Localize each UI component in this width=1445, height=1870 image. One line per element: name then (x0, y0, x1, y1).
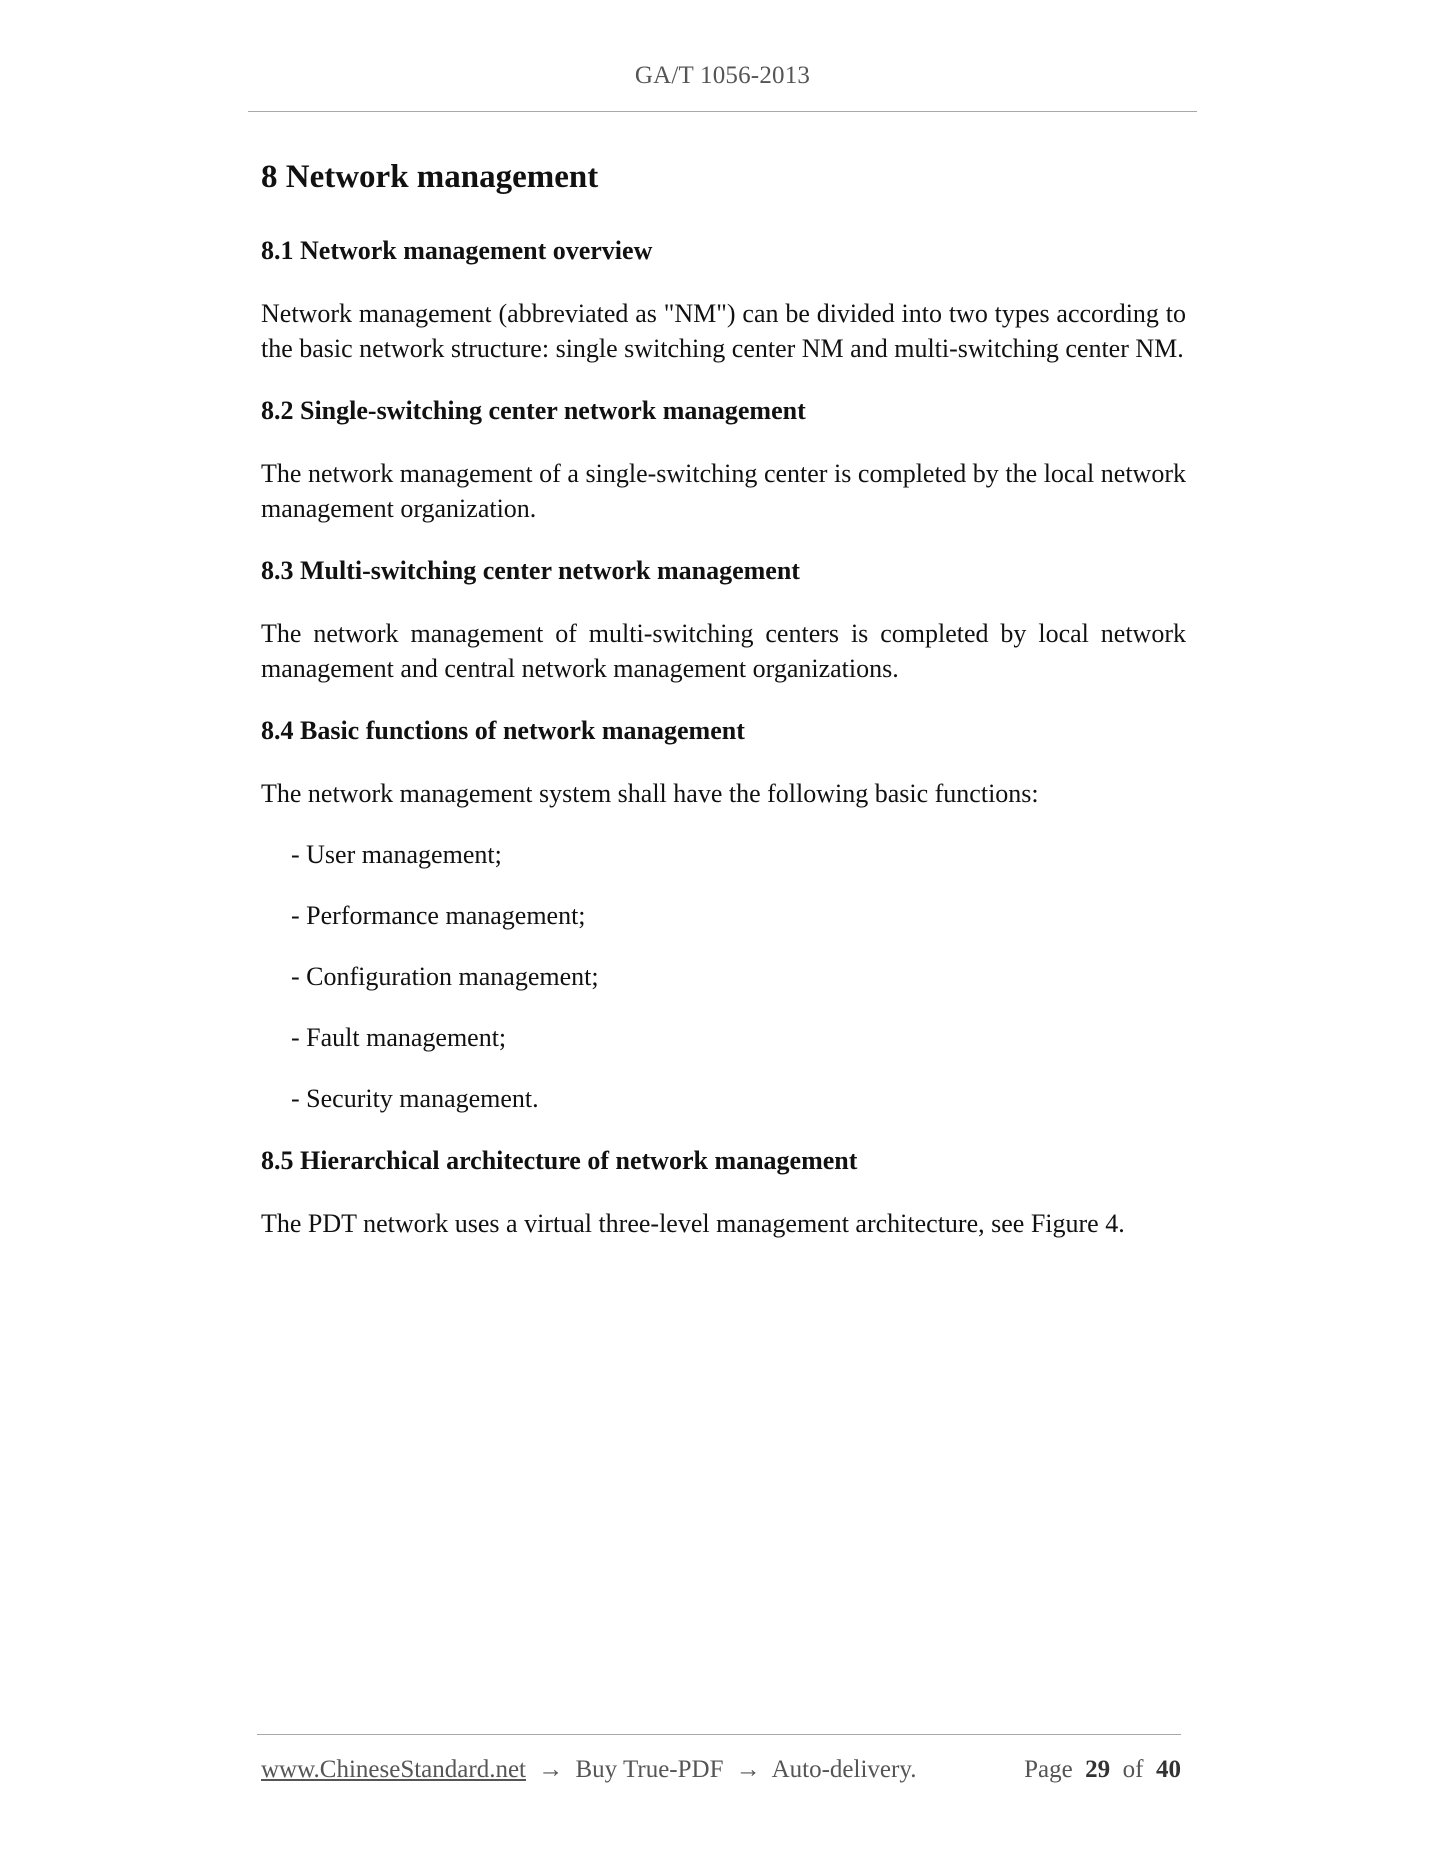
footer-divider (257, 1734, 1181, 1735)
of-word: of (1122, 1756, 1144, 1783)
functions-list (261, 837, 1186, 1116)
paragraph-8-2: The network management of a single-switching center is completed by the local network management organization. (261, 459, 1186, 523)
buy-pdf-text: Buy True-PDF (575, 1756, 724, 1783)
subsection-title-8-5: 8.5 Hierarchical architecture of network management (261, 1146, 858, 1175)
document-header (248, 62, 1197, 90)
list-item: - Fault management; (291, 1023, 507, 1052)
subsection-title-8-2: 8.2 Single-switching center network management (261, 396, 806, 425)
subsection-title-8-1: 8.1 Network management overview (261, 236, 653, 265)
list-item: - User management; (291, 840, 502, 869)
paragraph-8-5: The PDT network uses a virtual three-level management architecture, see Figure 4. (261, 1209, 1125, 1238)
auto-delivery-text: Auto-delivery. (771, 1756, 917, 1783)
footer-promo (261, 1753, 916, 1787)
page-current: 29 (1085, 1756, 1111, 1783)
subsection-title-8-3: 8.3 Multi-switching center network management (261, 556, 800, 585)
page-content (261, 155, 1186, 1241)
page-footer (261, 1753, 1181, 1787)
header-divider (248, 111, 1197, 112)
standard-id: GA/T 1056-2013 (634, 62, 811, 89)
arrow-right-icon: → (538, 1756, 564, 1783)
list-item: - Security management. (291, 1084, 539, 1113)
page-word: Page (1024, 1756, 1073, 1783)
paragraph-8-1: Network management (abbreviated as "NM") can be divided into two types according to the basic network structure: single switching center NM and multi-switching center NM. (261, 299, 1186, 363)
arrow-right-icon: → (735, 1756, 761, 1783)
list-item: - Performance management; (291, 901, 586, 930)
section-title: 8 Network management (261, 159, 599, 195)
subsection-title-8-4: 8.4 Basic functions of network management (261, 716, 745, 745)
paragraph-8-4: The network management system shall have the following basic functions: (261, 779, 1039, 808)
website-link[interactable]: www.ChineseStandard.net (261, 1756, 526, 1783)
page-indicator (1024, 1753, 1181, 1787)
list-item: - Configuration management; (291, 962, 599, 991)
paragraph-8-3: The network management of multi-switching centers is completed by local network management and central network management organizations. (261, 619, 1186, 683)
page-total: 40 (1156, 1756, 1181, 1783)
